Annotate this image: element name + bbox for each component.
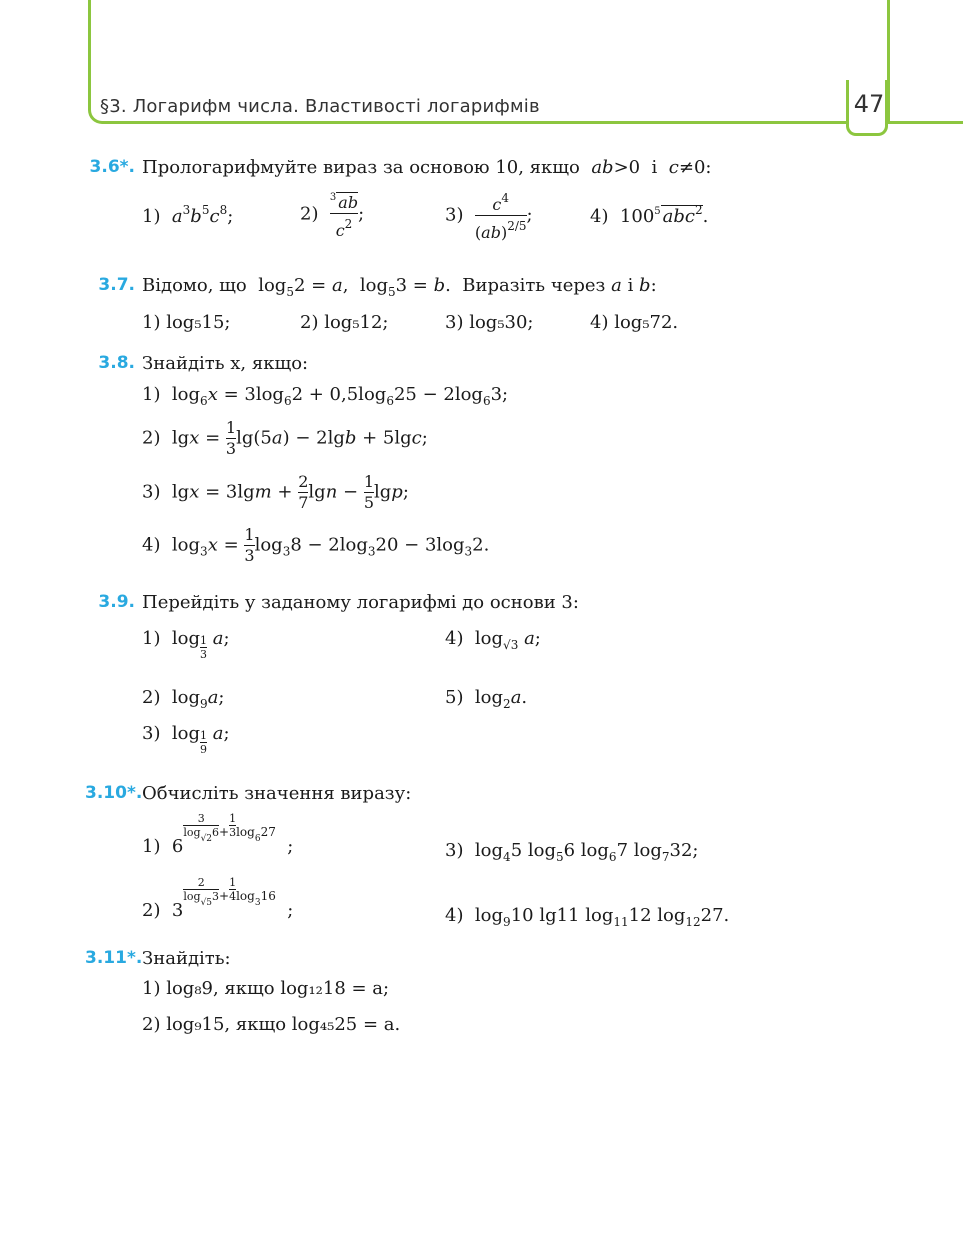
expression-item: 4) $\log_910$ lg11 $\log_{11}12$ $\log_{12}27$. — [445, 905, 730, 929]
expression-item: 5) $\log_2a$. — [445, 687, 528, 711]
expression-item: 3) log $\frac{1}{9}$ a; — [142, 723, 230, 756]
problem-text: Перейдіть у заданому логарифмі до основи 3: — [142, 592, 579, 613]
problem-text: Відомо, що $\log_52 = a$, $\log_53 = b$. Виразіть через a і b: — [142, 275, 657, 299]
problem-text: Обчисліть значення виразу: — [142, 783, 412, 804]
problem-number: 3.8. — [98, 353, 135, 373]
expression-item: 4) $\log_{√3} a$; — [445, 628, 541, 652]
expression-item: 4) log₅72. — [590, 312, 679, 333]
expression-item: 2) $\log_9a$; — [142, 687, 225, 711]
page-number: 47 — [853, 90, 885, 118]
expression-item: 3) $\frac{c^4}{(ab)^{2/5}}$ ; — [445, 191, 533, 242]
expression-item: 2) lgx = $\frac{1}{3}$ lg(5a) − 2lgb + 5lgc; — [142, 418, 428, 458]
problem-number: 3.11*. — [85, 948, 143, 968]
expression-item: 4) $100^5$ abc$^2$. — [590, 203, 709, 227]
problem-number: 3.9. — [98, 592, 135, 612]
expression-item: 1) log $\frac{1}{3}$ a; — [142, 628, 230, 661]
problem-number: 3.7. — [98, 275, 135, 295]
problem-statement-2: Виразіть через — [462, 275, 606, 296]
section-header: §3. Логарифм числа. Властивості логарифмів — [100, 96, 540, 117]
expression-item: 1) $a^3b^5c^8$; — [142, 203, 234, 227]
expression-item: 1) log₈9, якщо log₁₂18 = a; — [142, 978, 390, 999]
problem-statement: Прологарифмуйте вираз за основою 10, якщо — [142, 157, 580, 178]
expression-item: 2) log₉15, якщо log₄₅25 = a. — [142, 1014, 401, 1035]
expression-item: 4) $\log_3x$ = $\frac{1}{3}$ $\log_38 - 2\log_320 - 3\log_32$. — [142, 525, 490, 565]
expression-item: 3) $\log_45$ $\log_56$ $\log_67$ $\log_732$; — [445, 840, 699, 864]
expression-item: 1) $\log_6x = 3\log_62 + 0,5\log_625 - 2\log_63$; — [142, 384, 509, 408]
problem-number: 3.6*. — [89, 157, 135, 177]
problem-number: 3.10*. — [85, 783, 143, 803]
expression-item: 1) log₅15; — [142, 312, 231, 333]
expression-item: 3) log₅30; — [445, 312, 534, 333]
problem-text: Знайдіть: — [142, 948, 231, 969]
header-rule — [888, 121, 963, 124]
problem-statement: Відомо, що — [142, 275, 247, 296]
expression-item: 2) 3 $\frac{2}{\log_{√5}3}$ + $\frac{1}{4}$ $\log_316$ ; — [142, 876, 294, 921]
expression-item: 2) log₅12; — [300, 312, 389, 333]
problem-text: Прологарифмуйте вираз за основою 10, якщо ab>0 і c≠0: — [142, 157, 712, 178]
problem-text: Знайдіть x, якщо: — [142, 353, 309, 374]
expression-item: 1) 6 $\frac{3}{\log_{√2}6}$ + $\frac{1}{3}$ $\log_627$ ; — [142, 812, 294, 857]
expression-item: 2) $\frac{^3 ab}{c^2}$ ; — [300, 192, 365, 240]
expression-item: 3) lgx = 3lgm + $\frac{2}{7}$ lgn − $\frac{1}{5}$ lgp; — [142, 472, 409, 512]
